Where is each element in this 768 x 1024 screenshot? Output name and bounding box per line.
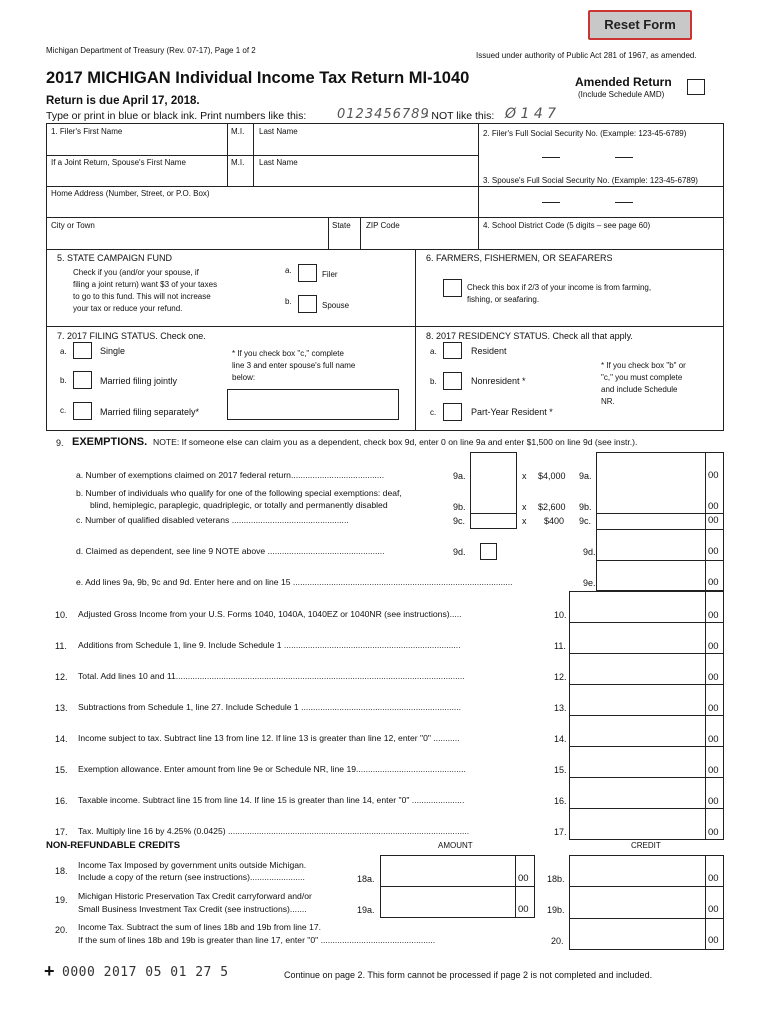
filer-last-name-input[interactable]: [255, 137, 475, 153]
line-9b-text: blind, hemiplegic, paraplegic, quadriplegic, or totally and permanently disabled: [90, 500, 388, 510]
residency-note: "c," you must complete: [601, 373, 683, 382]
dept-line: Michigan Department of Treasury (Rev. 07-17), Page 1 of 2: [46, 46, 256, 55]
line-18b-cents: 00: [708, 873, 719, 884]
exemptions-num: 9.: [56, 438, 64, 448]
line-9c-code2: 9c.: [579, 516, 592, 526]
line-9e-code: 9e.: [583, 578, 596, 588]
line-12-amount-input[interactable]: [571, 655, 704, 683]
line-9c-amount-input[interactable]: [598, 514, 703, 528]
farmers-text: Check this box if 2/3 of your income is from farming,: [467, 283, 652, 292]
home-address-input[interactable]: [48, 199, 476, 215]
line-13-cents: 00: [708, 703, 719, 714]
line-19-text: Michigan Historic Preservation Tax Credit carryforward and/or: [78, 891, 312, 901]
spouse-ssn-label: 3. Spouse's Full Social Security No. (Example: 123-45-6789): [483, 176, 698, 185]
line-15-amount-input[interactable]: [571, 748, 704, 776]
line-16-code: 16.: [554, 796, 567, 806]
filing-single-letter: a.: [60, 347, 67, 356]
line-12-text: Total. Add lines 10 and 11.........................................................................................................................: [78, 671, 465, 681]
registration-mark: +: [44, 961, 55, 981]
line-9e-cents: 00: [708, 577, 719, 588]
line-9a-amount-input[interactable]: [598, 454, 703, 480]
form-barcode-number: 0000 2017 05 01 27 5: [62, 965, 229, 980]
spouse-full-name-input[interactable]: [227, 389, 399, 420]
campaign-filer-letter: a.: [285, 266, 292, 275]
line-9c-mult: x: [522, 516, 527, 526]
farmers-checkbox[interactable]: [443, 279, 462, 297]
line-9e-amount-input[interactable]: [598, 562, 703, 589]
filer-ssn-input[interactable]: [482, 142, 720, 158]
spouse-ssn-input[interactable]: [482, 188, 720, 204]
line-17-cents: 00: [708, 827, 719, 838]
line-9a-count-input[interactable]: [471, 453, 516, 481]
residency-note: * If you check box "b" or: [601, 361, 686, 370]
zip-label: ZIP Code: [366, 221, 400, 230]
exemptions-note: NOTE: If someone else can claim you as a dependent, check box 9d, enter 0 on line 9a and enter $1,500 on line 9d (see instr.).: [153, 437, 638, 447]
line-15-text: Exemption allowance. Enter amount from line 9e or Schedule NR, line 19..............................................: [78, 764, 466, 774]
line-20-text: If the sum of lines 18b and 19b is greater than line 17, enter "0" ................................................: [78, 935, 436, 945]
line-17-amount-input[interactable]: [571, 810, 704, 838]
line-11-amount-input[interactable]: [571, 624, 704, 652]
filing-separate-label: Married filing separately*: [100, 407, 200, 417]
filer-mi-input[interactable]: [229, 137, 251, 153]
state-label: State: [332, 221, 351, 230]
filing-joint-label: Married filing jointly: [100, 376, 178, 386]
authority-line: Issued under authority of Public Act 281 of 1967, as amended.: [476, 51, 697, 60]
line-9b-code: 9b.: [453, 502, 466, 512]
line-14-text: Income subject to tax. Subtract line 13 from line 12. If line 13 is greater than line 12, enter "0" ...........: [78, 733, 460, 743]
line-15-code: 15.: [554, 765, 567, 775]
filing-single-checkbox[interactable]: [73, 342, 92, 359]
home-address-label: Home Address (Number, Street, or P.O. Box): [51, 189, 210, 198]
line-19-num: 19.: [55, 895, 68, 905]
line-10-cents: 00: [708, 610, 719, 621]
line-9b-text: b. Number of individuals who qualify for one of the following special exemptions: deaf,: [76, 488, 402, 498]
filing-joint-checkbox[interactable]: [73, 371, 92, 389]
line-18-num: 18.: [55, 866, 68, 876]
spouse-first-name-input[interactable]: [48, 168, 226, 184]
line-10-num: 10.: [55, 610, 68, 620]
amended-note: (Include Schedule AMD): [578, 90, 665, 99]
line-20-cents: 00: [708, 935, 719, 946]
line-9c-text: c. Number of qualified disabled veterans .................................................: [76, 515, 349, 525]
line-13-text: Subtractions from Schedule 1, line 27. Include Schedule 1 ...................................................................: [78, 702, 462, 712]
line-18a-code: 18a.: [357, 874, 375, 884]
line-9b-rate: $2,600: [538, 502, 566, 512]
line-15-cents: 00: [708, 765, 719, 776]
city-label: City or Town: [51, 221, 95, 230]
line-17-code: 17.: [554, 827, 567, 837]
line-14-num: 14.: [55, 734, 68, 744]
filing-note: line 3 and enter spouse's full name: [232, 361, 356, 370]
line-9b-count-input[interactable]: [471, 483, 516, 511]
nonresident-checkbox[interactable]: [443, 372, 462, 390]
line-18-text: Income Tax Imposed by government units outside Michigan.: [78, 860, 307, 870]
campaign-fund-text: Check if you (and/or your spouse, if: [73, 268, 199, 277]
line-9d-text: d. Claimed as dependent, see line 9 NOTE above .................................................: [76, 546, 385, 556]
line-14-code: 14.: [554, 734, 567, 744]
campaign-filer-label: Filer: [322, 270, 338, 279]
amended-checkbox[interactable]: [687, 79, 705, 95]
continue-note: Continue on page 2. This form cannot be processed if page 2 is not completed and included.: [284, 970, 653, 980]
line-9a-text: a. Number of exemptions claimed on 2017 federal return.......................................: [76, 470, 385, 480]
filing-single-label: Single: [100, 346, 126, 356]
line-16-text: Taxable income. Subtract line 15 from line 14. If line 15 is greater than line 14, enter "0" ......................: [78, 795, 465, 805]
line-16-num: 16.: [55, 796, 68, 806]
line-11-code: 11.: [554, 641, 566, 651]
line-9d-checkbox[interactable]: [480, 543, 497, 560]
campaign-fund-text: your tax or reduce your refund.: [73, 304, 183, 313]
line-18-text: Include a copy of the return (see instructions).......................: [78, 872, 305, 882]
line-20-code: 20.: [551, 936, 564, 946]
filing-note: * If you check box "c," complete: [232, 349, 344, 358]
campaign-fund-text: filing a joint return) want $3 of your taxes: [73, 280, 218, 289]
filer-ssn-label: 2. Filer's Full Social Security No. (Example: 123-45-6789): [483, 129, 687, 138]
line-19a-cents: 00: [518, 904, 529, 915]
line-11-cents: 00: [708, 641, 719, 652]
line-16-cents: 00: [708, 796, 719, 807]
line-19a-amount-input[interactable]: [382, 888, 514, 916]
partyear-checkbox[interactable]: [443, 403, 462, 421]
farmers-title: 6. FARMERS, FISHERMEN, OR SEAFARERS: [426, 253, 613, 263]
line-15-num: 15.: [55, 765, 68, 775]
line-18a-cents: 00: [518, 873, 529, 884]
filing-status-title: 7. 2017 FILING STATUS. Check one.: [57, 331, 206, 341]
line-9d-cents: 00: [708, 546, 719, 557]
exemptions-title: EXEMPTIONS.: [72, 436, 148, 448]
line-19b-amount-input[interactable]: [571, 888, 704, 916]
sample-separator: - NOT like this:: [425, 110, 495, 122]
filer-last-name-label: Last Name: [259, 127, 298, 136]
line-17-text: Tax. Multiply line 16 by 4.25% (0.0425) .....................................................................................................: [78, 826, 470, 836]
spouse-mi-input[interactable]: [229, 168, 251, 184]
campaign-spouse-checkbox[interactable]: [298, 295, 317, 313]
partyear-letter: c.: [430, 408, 437, 417]
filing-note: below:: [232, 373, 256, 382]
spouse-mi-label: M.I.: [231, 158, 245, 167]
residency-note: and include Schedule: [601, 385, 678, 394]
campaign-fund-title: 5. STATE CAMPAIGN FUND: [57, 253, 173, 263]
line-11-text: Additions from Schedule 1, line 9. Include Schedule 1 ..........................................................................: [78, 640, 461, 650]
line-19-text: Small Business Investment Tax Credit (see instructions).......: [78, 904, 307, 914]
filer-first-name-input[interactable]: [48, 137, 226, 153]
state-input[interactable]: [330, 231, 358, 247]
line-13-amount-input[interactable]: [571, 686, 704, 714]
filing-separate-checkbox[interactable]: [73, 402, 92, 420]
line-9a-rate: $4,000: [538, 471, 566, 481]
line-10-text: Adjusted Gross Income from your U.S. Forms 1040, 1040A, 1040EZ or 1040NR (see instructions).....: [78, 609, 462, 619]
line-18a-amount-input[interactable]: [382, 857, 514, 885]
line-9b-cents: 00: [708, 501, 719, 512]
due-date: Return is due April 17, 2018.: [46, 95, 200, 107]
line-13-code: 13.: [554, 703, 567, 713]
line-20-num: 20.: [55, 925, 68, 935]
line-9c-count-input[interactable]: [471, 514, 516, 528]
line-11-num: 11.: [55, 641, 67, 651]
line-17-num: 17.: [55, 827, 68, 837]
campaign-fund-text: to go to this fund. This will not increase: [73, 292, 211, 301]
line-20-amount-input[interactable]: [571, 920, 704, 948]
nonresident-letter: b.: [430, 377, 437, 386]
line-9b-code2: 9b.: [579, 502, 592, 512]
filing-joint-letter: b.: [60, 376, 67, 385]
line-18b-code: 18b.: [547, 874, 565, 884]
spouse-first-name-label: If a Joint Return, Spouse's First Name: [51, 158, 186, 167]
line-9d-code: 9d.: [453, 547, 466, 557]
spouse-last-name-input[interactable]: [255, 168, 475, 184]
line-12-code: 12.: [554, 672, 567, 682]
line-9b-mult: x: [522, 502, 527, 512]
resident-label: Resident: [471, 346, 507, 356]
line-19b-cents: 00: [708, 904, 719, 915]
line-9d-amount-input[interactable]: [598, 531, 703, 558]
city-input[interactable]: [48, 231, 326, 247]
line-14-amount-input[interactable]: [571, 717, 704, 745]
form-title: 2017 MICHIGAN Individual Income Tax Return MI-1040: [46, 69, 470, 87]
line-13-num: 13.: [55, 703, 68, 713]
filing-separate-letter: c.: [60, 406, 67, 415]
print-instruction: Type or print in blue or black ink. Print numbers like this:: [46, 110, 307, 122]
sample-good-digits: 0123456789: [337, 107, 430, 122]
spouse-last-name-label: Last Name: [259, 158, 298, 167]
line-9e-text: e. Add lines 9a, 9b, 9c and 9d. Enter here and on line 15 ............................................................................................: [76, 577, 513, 587]
line-9c-cents: 00: [708, 515, 719, 526]
school-district-label: 4. School District Code (5 digits – see page 60): [483, 221, 651, 230]
resident-checkbox[interactable]: [443, 342, 462, 359]
zip-input[interactable]: [362, 231, 476, 247]
line-19b-code: 19b.: [547, 905, 565, 915]
credit-col-header: CREDIT: [631, 841, 661, 850]
amended-label: Amended Return: [575, 75, 672, 89]
line-10-code: 10.: [554, 610, 567, 620]
line-10-amount-input[interactable]: [571, 593, 704, 621]
farmers-text: fishing, or seafaring.: [467, 295, 540, 304]
nonrefundable-title: NON-REFUNDABLE CREDITS: [46, 840, 181, 851]
school-district-input[interactable]: [482, 231, 720, 247]
campaign-spouse-label: Spouse: [322, 301, 350, 310]
sample-bad-digits: Ø 1 4 7: [505, 106, 557, 122]
line-9a-code: 9a.: [453, 471, 466, 481]
line-12-num: 12.: [55, 672, 68, 682]
line-9a-cents: 00: [708, 470, 719, 481]
line-9b-amount-input[interactable]: [598, 484, 703, 511]
line-18b-amount-input[interactable]: [571, 857, 704, 885]
line-9a-code2: 9a.: [579, 471, 592, 481]
line-20-text: Income Tax. Subtract the sum of lines 18b and 19b from line 17.: [78, 922, 321, 932]
filer-first-name-label: 1. Filer's First Name: [51, 127, 123, 136]
residency-title: 8. 2017 RESIDENCY STATUS. Check all that apply.: [426, 331, 633, 341]
line-12-cents: 00: [708, 672, 719, 683]
filer-mi-label: M.I.: [231, 127, 245, 136]
campaign-filer-checkbox[interactable]: [298, 264, 317, 282]
campaign-spouse-letter: b.: [285, 297, 292, 306]
nonresident-label: Nonresident *: [471, 376, 526, 386]
line-9a-mult: x: [522, 471, 527, 481]
line-9c-rate: $400: [544, 516, 565, 526]
line-16-amount-input[interactable]: [571, 779, 704, 807]
reset-form-button[interactable]: Reset Form: [588, 10, 692, 40]
line-9c-code: 9c.: [453, 516, 466, 526]
residency-note: NR.: [601, 397, 615, 406]
line-9d-code2: 9d.: [583, 547, 596, 557]
partyear-label: Part-Year Resident *: [471, 407, 553, 417]
line-19a-code: 19a.: [357, 905, 375, 915]
resident-letter: a.: [430, 347, 437, 356]
line-14-cents: 00: [708, 734, 719, 745]
amount-col-header: AMOUNT: [438, 841, 473, 850]
